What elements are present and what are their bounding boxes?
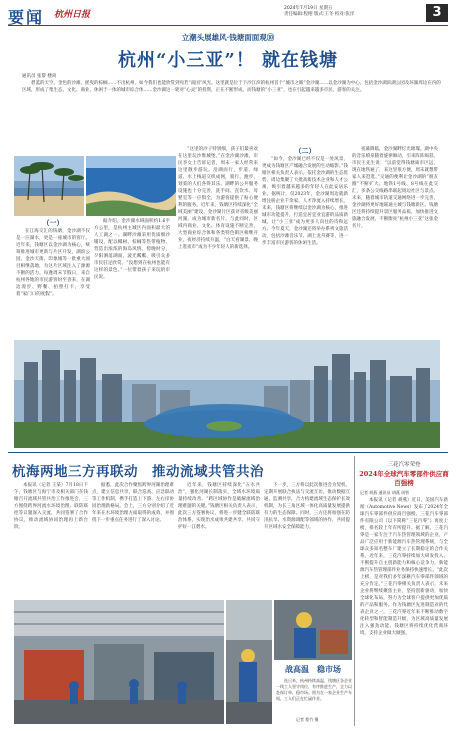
paper-logo: 杭州日报	[54, 10, 91, 20]
story1-column	[16, 218, 90, 340]
paper-meta	[284, 6, 424, 18]
photo-caption-title: 战高温 稳市场	[285, 664, 341, 674]
worker-closeup-photo	[274, 600, 352, 660]
section-name: 要闻	[8, 8, 45, 27]
beach-palm-photo	[14, 156, 84, 216]
paragraph: 本报讯（记者 王某）7月18日下午，钱塘区与海宁市及相关部门在钱塘召开流域共管共治工作推进会，三方围绕跨界河流水环境治理、联防联控等议题深入交流，共同签署了合作协议，推动流域协同治理再上新台阶。	[14, 483, 88, 530]
paragraph: “这里的沙子特别细，孩子们最喜欢在这里玩沙堆城堡。”在金沙湖沙滩，市民李女士告诉记者，周末一家人经常来这里散步游玩。沿湖而行，步道、绿道、水上栈道交织成网，骑行、跑步、划桨的人们各得其乐。湖畔的公共服务设施也十分完善，洗手间、直饮水、母婴室等一应俱全，为游客提供了贴心便利的服务。近年来，钱塘区持续深化“全域美丽”建设，金沙湖片区获评省级美丽河湖，成为城市新名片。与此同时，区域内商业、文化、体育设施不断完善，大型商业综合体和各类特色街区相继开业，夜经济持续升温，“白天看湖景、晚上逛夜市”成为不少年轻人的新选择。	[178, 147, 258, 250]
section-marker: （二）	[294, 146, 316, 155]
factory-workshop-photo	[14, 600, 224, 724]
story1-column	[262, 146, 348, 340]
series-title: 立潮头展雄风·钱塘面面观⑩	[181, 33, 275, 42]
main-headline: 杭州“小三亚”！ 就在钱塘	[118, 50, 338, 71]
paragraph: 下一步，三方将以此次推进会为契机，定期开展联合执法与交流互访，推动数据互通、监测共享，合力构建流域生态保护长效机制，为长三角区域一体化高质量发展提供有力的生态保障。同时，三方还将加强在防汛抗旱、水资源调配等领域的协作，共同提升区域水安全保障能力。	[264, 483, 350, 530]
story2-headline: 杭海两地三方再联动 推动流域共管共治	[12, 464, 264, 480]
story1-byline: 通讯员 张黎 楼尚	[22, 74, 57, 79]
page-number: 3	[426, 4, 448, 22]
paragraph: 夜幕降临，金沙湖畔灯光璀璨。湖中央的音乐喷泉随着旋律舞动，引来阵阵喝彩。市民王先生说：“以前觉得钱塘离市区远，现在地铁通了，来这里很方便，周末就想带家人来逛逛。”交通的便利让金沙湖的“朋友圈”不断扩大。地铁1号线、8号线在此交汇，多条公交线路串联起周边社区与景点。未来，随着城市轨道交通网络进一步完善，金沙湖将更好地联通主城与钱塘新区。钱塘区还将持续提升景区服务品质，加快推进文旅融合发展，不断擦亮“杭州小三亚”这张金名片。	[352, 147, 438, 229]
paragraph: 据介绍，金沙湖水域面积约1.6平方公里，是杭州主城区内面积最大的人工湖之一。湖畔沙滩采用优质细沙铺设，配以椰树、棕榈等热带植物，营造出浓浓的海岛风情。傍晚时分，夕阳洒落湖面，波光粼粼，吸引众多市民驻足欣赏。“没想到在杭州也能有这样的景色。”一位带着孩子来玩的市民说。	[94, 219, 170, 280]
column-divider	[354, 456, 355, 726]
paragraph: 据悉，此次合作聚焦跨界河湖治理难点，建立信息共享、联合巡查、应急联动等工作机制，携手打造上下游、左右岸协同治理新格局。会上，三方分别介绍了近年来在水环境治理方面取得的成效，并围绕下一步重点任务进行了深入讨论。	[92, 483, 174, 523]
story1-lead: 碧蓝的天空、金色的沙滩、摇曳的棕榈……不出杭州，如今我们也能欣赏到宛若“南国”风光。这里就是位于下沙江滨的杭州首个“城市之眼”金沙湖……以金沙湖为中心，包括金沙湖滨湖公园及环湖周边在内的区域，形成了集生态、文化、商业、休闲于一体的城市综合体……金沙湖这一轮对“心灵”的投资，正在不断形成，而钱塘的“小三亚”，也在引起越来越多市民、游客的关注。	[22, 81, 441, 93]
story2-column	[264, 482, 350, 594]
section-divider	[8, 452, 448, 453]
story1-column	[178, 146, 258, 340]
masthead	[8, 4, 448, 26]
side-story-kicker: 三花汽零荣登	[387, 462, 421, 468]
paragraph: 在江海交汇的钱塘，金沙湖不仅是一汪湖水，更是一座城市的客厅。近年来，钱塘区以金沙湖为核心，统筹推进城市更新与片区开发，湖滨公园、金沙天街、印象城等一批重大项目相继落地，为这片区域注入了源源不断的活力。每逢周末节假日，来自杭州各地的市民游客纷至沓来，在湖边漫步、野餐、拍照打卡，享受着“家门口的度假”。	[16, 229, 90, 297]
side-story-byline: 记者 胡燕 通讯员 胡燕 周智	[360, 490, 410, 495]
photo-caption-text: 连日来，杭州持续高温，钱塘区各企业一线工人坚守岗位，有序推进生产，全力以赴保订单、稳市场。图为在一家企业生产车间，工人们正在忙碌作业。	[276, 678, 352, 701]
section-marker: （一）	[42, 218, 64, 227]
worker-photo	[226, 600, 272, 724]
story2-column	[178, 482, 260, 594]
story1-column	[352, 146, 438, 340]
story1-column	[94, 218, 170, 340]
side-story-title: 2024年全球汽车零部件供应商百强榜	[359, 470, 449, 487]
story2-column	[92, 482, 174, 594]
city-skyline-photo	[14, 340, 440, 448]
lake-aerial-photo	[86, 156, 176, 216]
issue-date: 2024年7月19日 星期五	[284, 6, 333, 11]
photo-caption-byline: 记者 程竹 摄	[296, 717, 319, 722]
paragraph: “如今，金沙湖已经不仅是一处风景，更成为钱塘区产城融合发展的生动缩影。”钱塘区相关负责人表示。依托金沙湖的生态优势，周边集聚了大批高新技术企业和人才公寓，吸引着越来越多的年轻人在此安居乐业。据统计，仅2023年，金沙湖周边就新增注册企业千余家，人才净流入持续增长。未来，钱塘区将继续以金沙湖为核心，推进城市功能提升，打造宜居宜业宜游的品质新城，让“小三亚”成为更多人向往的诗和远方。今年夏天，金沙湖还将举办系列文旅活动，包括沙滩音乐节、湖上龙舟赛等，进一步丰富市民游客的休闲生活。	[262, 157, 348, 246]
editor-credits: 责任编辑:程栩 版式:王冬 校对:张洋	[284, 12, 355, 17]
paragraph: 本报讯（记者 胡燕）近日，美国汽车新闻（Automotive News）发布了2024年全球汽车零部件供应商百强榜，三花汽车零部件有限公司（以下简称“三花汽零”）再度上榜，排名较上年有所提升。据了解，三花汽零是一家专注于汽车热管理领域的企业，产品广泛应用于新能源汽车热管理系统，与全球众多知名整车厂建立了长期稳定的合作关系。近年来，三花汽零持续加大研发投入，不断提升自主创新能力和核心竞争力，新能源汽车热管理部件业务保持快速增长。“此次上榜，是对我们多年深耕汽车零部件领域的充分肯定。”三花汽零相关负责人表示，未来企业将继续聚焦主业，坚持创新驱动，加快全球化布局，努力为全球客户提供更加优质的产品和服务。作为钱塘区先进制造业的代表企业之一，三花汽零近年来不断推动数字化转型和智能制造升级，为区域高质量发展注入强劲动能。钱塘区将持续优化营商环境，支持企业做大做强。	[360, 498, 448, 636]
story2-column	[14, 482, 88, 594]
side-story-column	[360, 497, 448, 723]
paragraph: 近年来，钱塘区持续深化“五水共治”，强化河湖长制落实，全域水环境质量持续改善。“跨区域协作是破解流域治理难题的关键。”钱塘区相关负责人表示，此次三方签署协议，将进一步健全联防联治体系，实现治水成果共建共享，共同守护好一江碧水。	[178, 483, 260, 530]
